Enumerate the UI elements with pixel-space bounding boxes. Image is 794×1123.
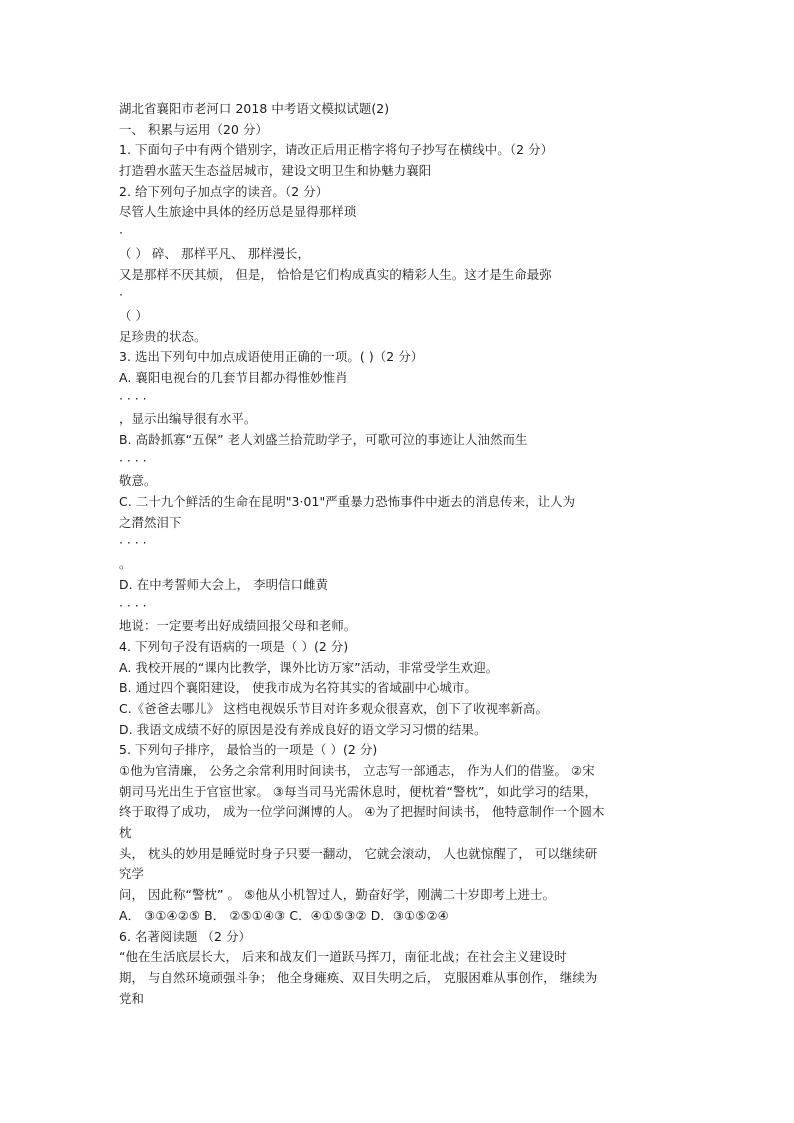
- text-line: 2. 给下列句子加点字的读音。（2 分）: [119, 183, 329, 199]
- text-line: B. 高龄抓寡“五保” 老人刘盛兰拾荒助学子，可歌可泣的事迹让人油然而生: [119, 432, 528, 447]
- text-line: 。: [119, 556, 132, 572]
- text-line: ①他为官清廉， 公务之余常利用时间读书， 立志写一部通志， 作为人们的借鉴。 ②宋: [119, 763, 595, 778]
- text-line: 敬意。: [119, 473, 157, 489]
- text-line: 3. 选出下列句中加点成语使用正确的一项。( )（2 分）: [119, 349, 424, 365]
- text-line: 问， 因此称“警枕” 。 ⑤他从小机智过人，勤奋好学，刚满二十岁即考上进士。: [119, 887, 556, 903]
- text-line: D. 在中考誓师大会上， 李明信口雌黄: [119, 576, 329, 592]
- text-line: C. 二十九个鲜活的生命在昆明"3·01"严重暴力恐怖事件中逝去的消息传来，让人为: [119, 494, 576, 510]
- text-line: 究学: [119, 866, 144, 882]
- text-line: （ ）: [119, 307, 149, 323]
- emphasis-dots-line: ·: [119, 287, 123, 303]
- text-line: 期， 与自然环境顽强斗争； 他全身瘫痪、双目失明之后， 克服困难从事创作， 继续为: [119, 969, 598, 985]
- text-line: 党和: [119, 990, 144, 1006]
- text-line: 4. 下列句子没有语病的一项是（ ）(2 分): [119, 638, 349, 654]
- text-line: 枕: [119, 825, 132, 841]
- text-line: 5. 下列句子排序， 最恰当的一项是（ ）(2 分): [119, 742, 378, 758]
- text-line: 1. 下面句子中有两个错别字，请改正后用正楷字将句子抄写在横线中。（2 分）: [119, 142, 554, 158]
- text-line: 尽管人生旅途中具体的经历总是显得那样琐: [119, 204, 357, 220]
- text-line: 足珍贵的状态。: [119, 328, 207, 344]
- text-line: “他在生活底层长大， 后来和战友们一道跃马挥刀，南征北战；在社会主义建设时: [119, 949, 567, 965]
- text-line: （ ） 碎、 那样平凡、 那样漫长，: [119, 245, 311, 261]
- text-line: 终于取得了成功， 成为一位学问渊博的人。 ④为了把握时间读书， 他特意制作一个圆木: [119, 804, 605, 820]
- text-line: 朝司马光出生于官宦世家。 ③每当司马光需休息时，便枕着“警枕”，如此学习的结果，: [119, 783, 597, 799]
- text-line: 6. 名著阅读题 （2 分）: [119, 928, 252, 944]
- text-line: 打造碧水蓝天生态益居城市，建设文明卫生和协魅力襄阳: [119, 163, 432, 179]
- emphasis-dots-line: · · · ·: [119, 597, 147, 613]
- emphasis-dots-line: · · · ·: [119, 452, 147, 468]
- text-line: 湖北省襄阳市老河口 2018 中考语文模拟试题(2): [119, 101, 390, 116]
- text-line: D. 我语文成绩不好的原因是没有养成良好的语文学习习惯的结果。: [119, 721, 487, 737]
- text-line: A． ③①④②⑤ B． ②⑤①④③ C．④①⑤③② D．③①⑤②④: [119, 907, 449, 923]
- emphasis-dots-line: ·: [119, 225, 123, 241]
- text-line: 一、 积累与运用（20 分）: [119, 121, 268, 137]
- text-line: A. 我校开展的“课内比教学，课外比访万家”活动，非常受学生欢迎。: [119, 659, 499, 675]
- text-line: B. 通过四个襄阳建设， 使我市成为名符其实的省域副中心城市。: [119, 680, 477, 696]
- text-line: C.《爸爸去哪儿》 这档电视娱乐节目对许多观众很喜欢，创下了收视率新高。: [119, 700, 549, 716]
- text-line: ，显示出编导很有水平。: [119, 411, 257, 427]
- exam-document: [119, 99, 699, 1009]
- text-line: 之潸然泪下: [119, 514, 182, 530]
- text-line: 地说：一定要考出好成绩回报父母和老师。: [119, 618, 357, 634]
- emphasis-dots-line: · · · ·: [119, 390, 147, 406]
- text-line: A. 襄阳电视台的几套节目都办得惟妙惟肖: [119, 369, 348, 385]
- text-line: 头， 枕头的妙用是睡觉时身子只要一翻动， 它就会滚动， 人也就惊醒了， 可以继续研: [119, 845, 598, 861]
- emphasis-dots-line: · · · ·: [119, 535, 147, 551]
- text-line: 又是那样不厌其烦， 但是， 恰恰是它们构成真实的精彩人生。这才是生命最弥: [119, 266, 552, 282]
